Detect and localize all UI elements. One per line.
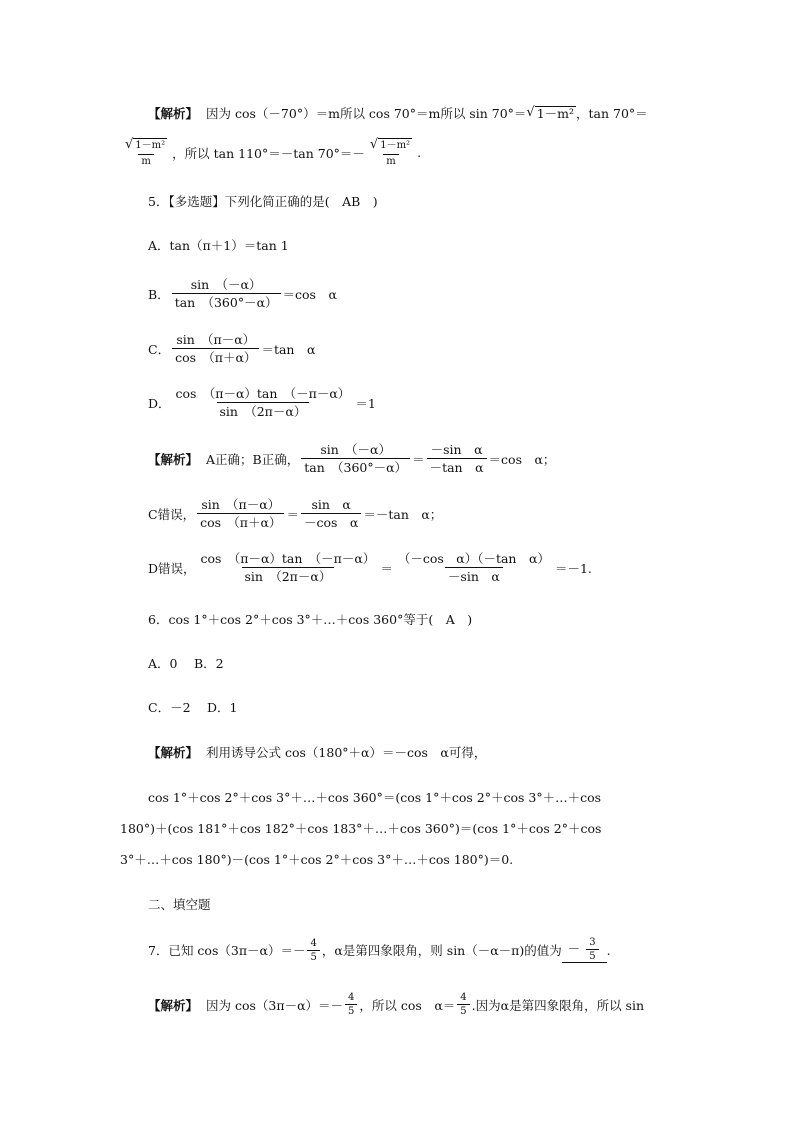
option-c: C． $\frac{\sin (\pi-\alpha)}{\cos (\pi+\alpha)}$ ＝tan α — [148, 332, 316, 365]
analysis-5-line-2: C错误， $\frac{\sin (\pi-\alpha)}{\cos (\pi+\alpha)}$ ＝ $\frac{\text{sin α}}{\text{－cos α}}$ ＝－tan α； — [148, 497, 443, 530]
analysis-4-line-1 — [148, 104, 648, 122]
question-6-options-2: C．－2 D．1 — [148, 700, 238, 715]
fraction: $\frac{\cos (\pi-\alpha)\tan (-\pi-\alpha)}{\sin (2\pi-\alpha)}$ — [200, 551, 376, 584]
analysis-text: ，tan 70°＝ — [576, 106, 648, 121]
question-5-stem: 5．【多选题】下列化简正确的是( AB ) — [148, 194, 378, 209]
question-6-stem: 6．cos 1°＋cos 2°＋cos 3°＋…＋cos 360°等于( A ) — [148, 612, 473, 627]
fraction: $\frac{\cos (\pi-\alpha)\tan (-\pi-\alpha)}{\sin (2\pi-\alpha)}$ — [175, 386, 351, 419]
fraction: $\frac{\sin (\pi-\alpha)}{\cos (\pi+\alpha)}$ — [197, 497, 284, 530]
fraction: $\frac{\text{sin α}}{\text{－cos α}}$ — [301, 497, 361, 530]
option-d: D． $\frac{\cos (\pi-\alpha)\tan (-\pi-\alpha)}{\sin (2\pi-\alpha)}$ ＝1 — [148, 386, 376, 419]
question-7: 7．已知 cos（3π－α）＝－ $\frac{4}{5}$ ，α是第四象限角，则 sin（－α－π)的值为 － $\frac{3}{5}$ . — [148, 937, 611, 963]
analysis-4-line-2: √ 1－m² m ，所以 tan 110°＝－tan 70°＝－ √ 1－m² m . — [120, 138, 421, 167]
analysis-6-line-2: cos 1°＋cos 2°＋cos 3°＋…＋cos 360°＝(cos 1°＋cos 2°＋cos 3°＋…＋cos — [148, 790, 602, 805]
sqrt-expression: √ 1－m² — [526, 104, 575, 121]
analysis-5-line-3: D错误， $\frac{\cos (\pi-\alpha)\tan (-\pi-\alpha)}{\sin (2\pi-\alpha)}$ ＝ $\frac{\text{（－cos α）（－tan α）}}{\text{－sin α}}$ ＝－1. — [148, 551, 592, 584]
analysis-text: ，所以 tan 110°＝－tan 70°＝－ — [172, 145, 365, 161]
option-b: B． $\frac{\sin (-\alpha)}{\tan (360^\circ-\alpha)}$ ＝cos α — [148, 277, 337, 310]
fraction: $\frac{4}{5}$ — [345, 992, 357, 1017]
fraction: $\frac{\sin (-\alpha)}{\tan (360^\circ-\alpha)}$ — [172, 277, 281, 310]
analysis-text: 因为 cos（－70°）＝m所以 cos 70°＝m所以 sin 70°＝ — [206, 106, 527, 121]
section-title: 二、填空题 — [148, 897, 211, 912]
answer-blank: － $\frac{3}{5}$ — [562, 937, 607, 963]
fraction: √ 1－m² m — [125, 137, 166, 167]
fraction: $\frac{\sin (-\alpha)}{\tan (360^\circ-\alpha)}$ — [301, 442, 410, 475]
analysis-7-line-1: 【解析】 因为 cos（3π－α）＝－ $\frac{4}{5}$ ，所以 cos α＝ $\frac{4}{5}$ .因为α是第四象限角，所以 sin — [148, 992, 645, 1017]
fraction: $\frac{4}{5}$ — [307, 938, 319, 963]
fraction: √ 1－m² m — [369, 137, 411, 167]
analysis-6-line-3: 180°)＋(cos 181°＋cos 182°＋cos 183°＋…＋cos 360°)＝(cos 1°＋cos 2°＋cos — [120, 821, 602, 836]
fraction: $\frac{\sin (\pi-\alpha)}{\cos (\pi+\alpha)}$ — [172, 332, 259, 365]
fraction: $\frac{4}{5}$ — [457, 992, 469, 1017]
analysis-tag: 【解析】 — [148, 106, 199, 121]
option-a: A．tan（π＋1）＝tan 1 — [148, 238, 289, 253]
analysis-6-line-1: 【解析】 利用诱导公式 cos（180°＋α）＝－cos α可得， — [148, 745, 487, 760]
analysis-5-line-1: 【解析】 A正确；B正确， $\frac{\sin (-\alpha)}{\tan (360^\circ-\alpha)}$ ＝ $\frac{\text{－sin α}}{\text{－tan α}}$ ＝cos α； — [148, 442, 556, 475]
fraction: $\frac{\text{（－cos α）（－tan α）}}{\text{－sin α}}$ — [397, 551, 550, 584]
analysis-6-line-4: 3°＋…＋cos 180°)－(cos 1°＋cos 2°＋cos 3°＋…＋cos 180°)＝0. — [120, 852, 514, 867]
fraction: $\frac{\text{－sin α}}{\text{－tan α}}$ — [427, 442, 487, 475]
question-6-options-1: A．0 B．2 — [148, 656, 224, 671]
